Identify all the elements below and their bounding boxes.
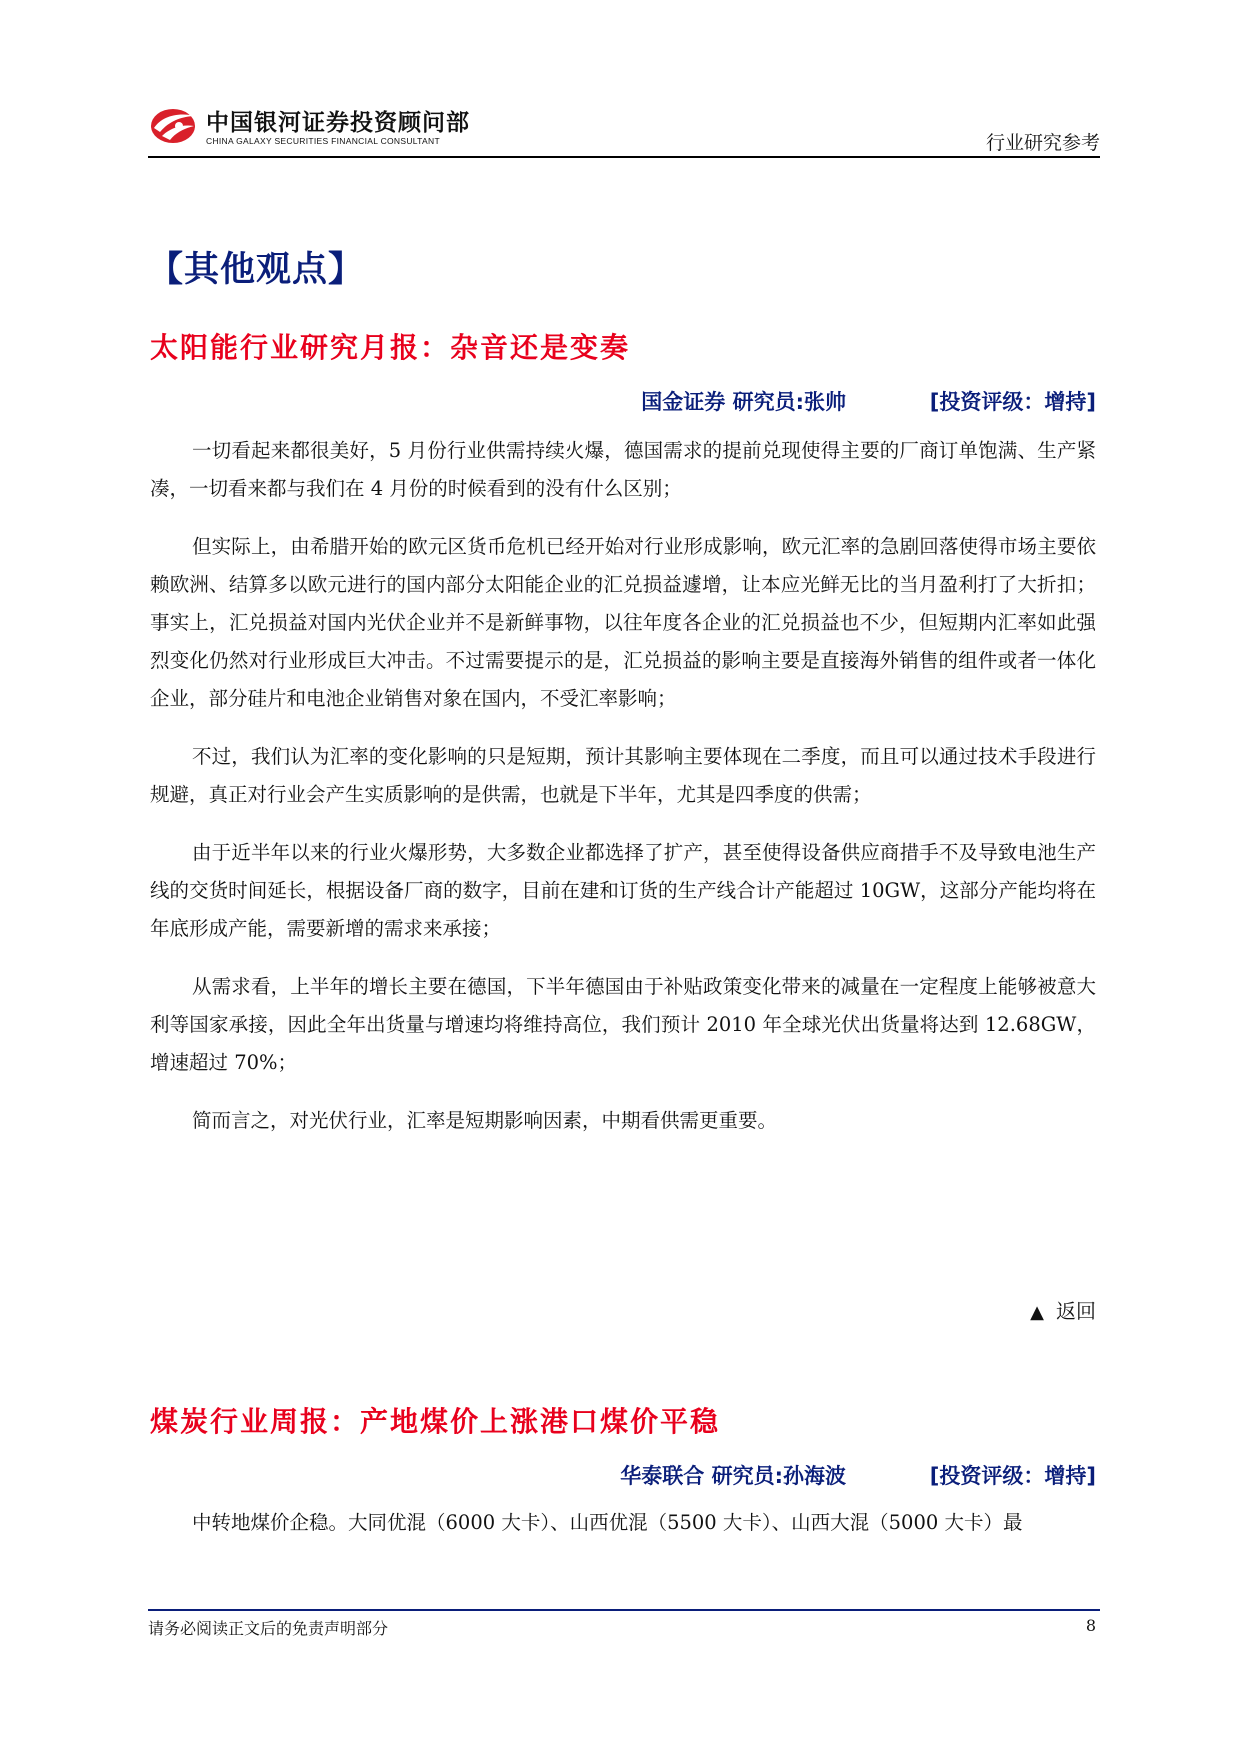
article-byline-coal [150,1460,1096,1492]
brand-name-cn: 中国银河证券投资顾问部 [206,110,470,136]
page-header [148,90,1100,156]
page-number: 8 [1085,1616,1096,1635]
article-source: 国金证券 研究员:张帅 [641,390,846,414]
brand-name-en: CHINA GALAXY SECURITIES FINANCIAL CONSULTANT [206,136,440,146]
galaxy-logo-icon [148,102,200,146]
back-link-label: 返回 [1056,1299,1096,1323]
article-title-coal: 煤炭行业周报：产地煤价上涨港口煤价平稳 [150,1405,721,1438]
back-link[interactable] [1030,1295,1096,1324]
paragraph: 由于近半年以来的行业火爆形势，大多数企业都选择了扩产，甚至使得设备供应商措手不及导致电池生产线的交货时间延长，根据设备厂商的数字，目前在建和订货的生产线合计产能超过 10GW，这部分产能均将在年底形成产能，需要新增的需求来承接； [150,841,1096,940]
paragraph: 不过，我们认为汇率的变化影响的只是短期，预计其影响主要体现在二季度，而且可以通过技术手段进行规避，真正对行业会产生实质影响的是供需，也就是下半年，尤其是四季度的供需； [150,745,1096,806]
page-heading: 【其他观点】 [148,250,365,290]
paragraph: 从需求看，上半年的增长主要在德国，下半年德国由于补贴政策变化带来的减量在一定程度上能够被意大利等国家承接，因此全年出货量与增速均将维持高位，我们预计 2010 年全球光伏出货量将达到 12.68GW，增速超过 70%； [150,975,1096,1074]
article-body-coal [150,1504,1096,1562]
paragraph: 一切看起来都很美好，5 月份行业供需持续火爆，德国需求的提前兑现使得主要的厂商订单饱满、生产紧凑，一切看来都与我们在 4 月份的时候看到的没有什么区别； [150,439,1096,500]
article-source: 华泰联合 研究员:孙海波 [620,1464,846,1488]
article-body-solar [150,432,1096,1160]
header-divider [148,156,1100,158]
section-label: 行业研究参考 [985,132,1100,154]
paragraph: 简而言之，对光伏行业，汇率是短期影响因素，中期看供需更重要。 [192,1109,778,1132]
disclaimer-note: 请务必阅读正文后的免责声明部分 [148,1619,389,1638]
footer-divider [148,1609,1100,1611]
paragraph: 但实际上，由希腊开始的欧元区货币危机已经开始对行业形成影响，欧元汇率的急剧回落使得市场主要依赖欧洲、结算多以欧元进行的国内部分太阳能企业的汇兑损益遽增，让本应光鲜无比的当月盈利打了大折扣；事实上，汇兑损益对国内光伏企业并不是新鲜事物，以往年度各企业的汇兑损益也不少，但短期内汇率如此强烈变化仍然对行业形成巨大冲击。不过需要提示的是，汇兑损益的影响主要是直接海外销售的组件或者一体化企业，部分硅片和电池企业销售对象在国内，不受汇率影响； [150,535,1096,710]
rating-badge: [投资评级：增持] [929,390,1096,414]
paragraph: 中转地煤价企稳。大同优混（6000 大卡）、山西优混（5500 大卡）、山西大混（5000 大卡）最 [192,1511,1023,1534]
article-byline-solar [150,386,1096,418]
article-title-solar: 太阳能行业研究月报：杂音还是变奏 [150,331,631,364]
rating-badge: [投资评级：增持] [929,1464,1096,1488]
up-triangle-icon: ▲ [1030,1302,1044,1323]
